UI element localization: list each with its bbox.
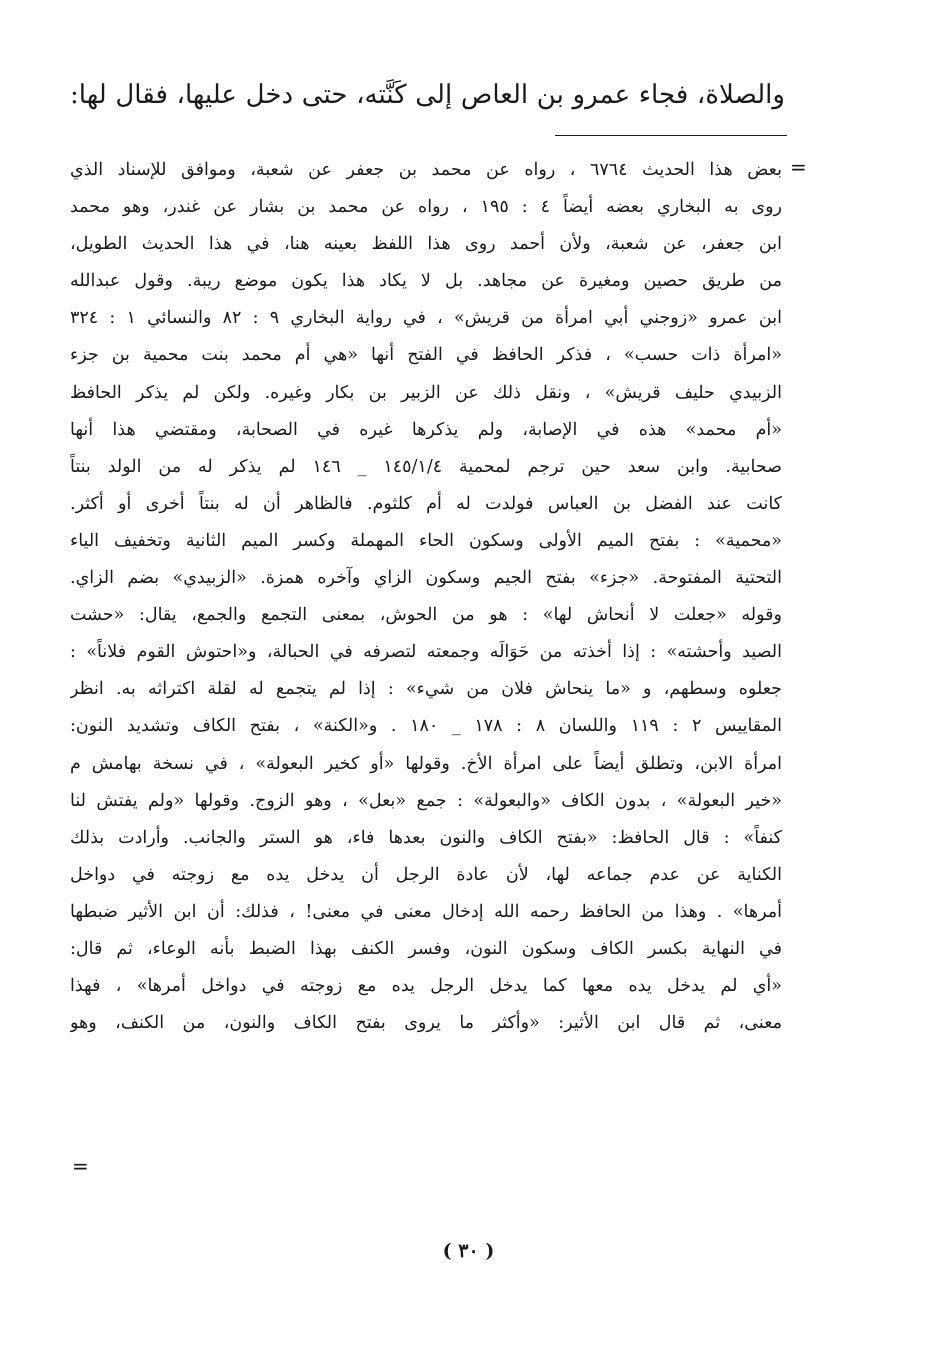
footnote-line: في النهاية بكسر الكاف وسكون النون، وفسر الكنف بهذا الضبط بأنه الوعاء، ثم قال: [70, 938, 782, 959]
footnote-line: «خير البعولة» ، بدون الكاف «والبعولة» : جمع «بعل» ، وهو الزوج. وقولها «ولم يفتش لنا [70, 790, 782, 811]
footnote-separator [555, 135, 787, 136]
footnote-line: المقاييس ٢ : ١١٩ واللسان ٨ : ١٧٨ _ ١٨٠ . و«الكنة» ، بفتح الكاف وتشديد النون: [70, 716, 782, 737]
footnote-line: من طريق حصين ومغيرة عن مجاهد. بل لا يكاد هذا يكون موضع ريبة. وقول عبدالله [70, 271, 782, 292]
footnote-line: أمرها» . وهذا من الحافظ رحمه الله إدخال معنى في معنى! ، فذلك: أن ابن الأثير ضبطها [70, 901, 782, 922]
footnote-line: روى به البخاري بعضه أيضاً ٤ : ١٩٥ ، رواه عن محمد بن بشار عن غندر، وهو محمد [70, 197, 782, 218]
footnote-line: ابن جعفر، عن شعبة، ولأن أحمد روى هذا اللفظ بعينه هنا، في هذا الحديث الطويل، [70, 234, 782, 255]
footnote-line: الكناية عن عدم جماعه لها، لأن عادة الرجل أن يدخل يده مع زوجته في دواخل [70, 864, 782, 885]
footnote-line: كنفاً» : قال الحافظ: «بفتح الكاف والنون بعدها فاء، هو الستر والجانب. وأرادت بذلك [70, 827, 782, 848]
footnote-line: جعلوه وسطهم، و «ما ينحاش فلان من شيء» : إذا لم يتجمع له لقلة اكتراثه به. انظر [70, 679, 782, 700]
footnote-line: «أم محمد» هذه في الإصابة، ولم يذكرها غيره في الصحابة، ومقتضي هذا أنها [70, 419, 782, 440]
footnote-line: ابن عمرو «زوجني أبي امرأة من قريش» ، في رواية البخاري ٩ : ٨٢ والنسائي ١ : ٣٢٤ [70, 308, 782, 329]
footnote-line: التحتية المفتوحة. «جزء» بفتح الجيم وسكون الزاي وآخره همزة. «الزبيدي» بضم الزاي. [70, 568, 782, 589]
footnote-line: بعض هذا الحديث ٦٧٦٤ ، رواه عن محمد بن جعفر عن شعبة، وموافق للإسناد الذي [70, 160, 782, 180]
footnote-line: امرأة الابن، وتطلق أيضاً على امرأة الأخ. وقولها «أو كخير البعولة» ، في نسخة بهامش م [70, 753, 782, 774]
page-number: ( ٣٠ ) [442, 1240, 495, 1262]
footnote-line: وقوله «جعلت لا أنحاش لها» : هو من الحوش، بمعنى التجمع والجمع، يقال: «حشت [70, 605, 782, 626]
main-text-line: والصلاة، فجاء عمرو بن العاص إلى كَنَّته، حتى دخل عليها، فقال لها: [70, 80, 785, 110]
continuation-mark-top: = [790, 155, 807, 179]
footnote-line: «محمية» : بفتح الميم الأولى وسكون الحاء المهملة وكسر الميم الثانية وتخفيف الياء [70, 530, 782, 551]
continuation-mark-bottom: = [72, 1154, 89, 1178]
footnote-line: «امرأة ذات حسب» ، فذكر الحافظ في الفتح أنها «هي أم محمد بنت محمية بن جزء [70, 345, 782, 366]
footnote-block [70, 152, 782, 1042]
footnote-line: صحابية. وابن سعد حين ترجم لمحمية ١٤٥/١/٤ _ ١٤٦ لم يذكر له من الولد بنتاً [70, 456, 782, 477]
footnote-line: كانت عند الفضل بن العباس فولدت له أم كلثوم. فالظاهر أن له بنتاً أخرى أو أكثر. [70, 493, 782, 514]
footnote-line: «أي لم يدخل يده معها كما يدخل الرجل يده مع زوجته في دواخل أمرها» ، فهذا [70, 976, 782, 997]
footnote-line: معنى، ثم قال ابن الأثير: «وأكثر ما يروى بفتح الكاف والنون، من الكنف، وهو [70, 1013, 782, 1034]
footnote-line: الزبيدي حليف قريش» ، ونقل ذلك عن الزبير بن بكار وغيره. ولكن لم يذكر الحافظ [70, 382, 782, 403]
footnote-line: الصيد وأحشته» : إذا أخذته من حَوَالَه وجمعته لتصرفه في الحبالة، و«احتوش القوم فلاناً» : [70, 642, 782, 663]
